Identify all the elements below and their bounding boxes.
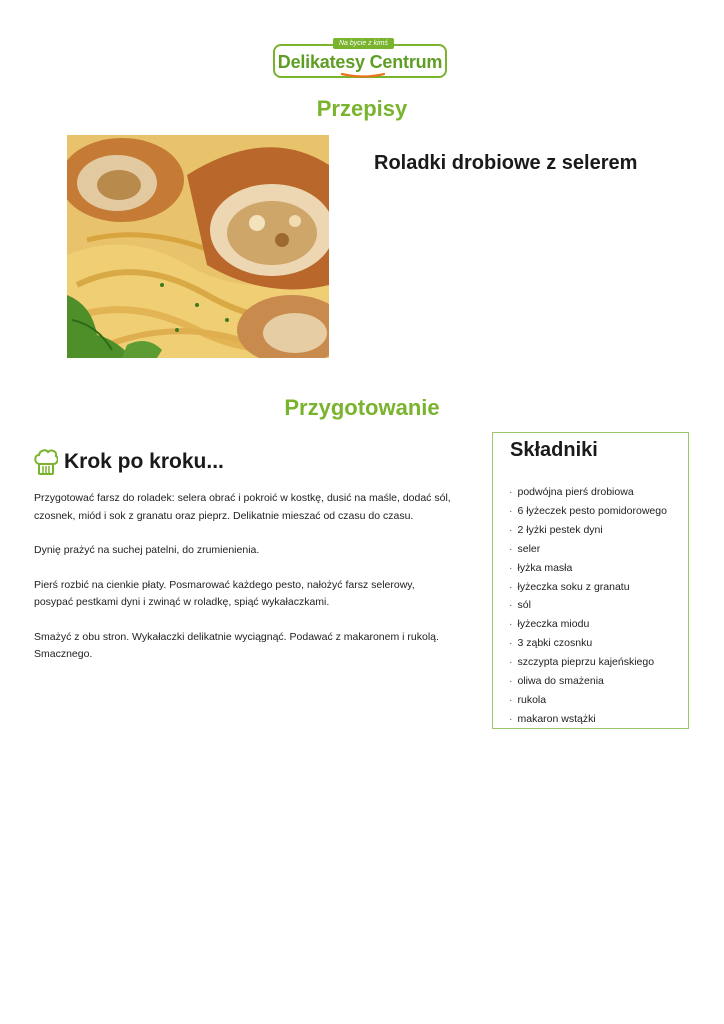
ingredient-item: · rukola	[509, 693, 547, 706]
steps-heading	[34, 447, 224, 477]
step-paragraph: Dynię prażyć na suchej patelni, do zrumienienia.	[34, 544, 260, 556]
recipe-photo	[67, 135, 329, 358]
recipe-title: Roladki drobiowe z selerem	[374, 152, 638, 174]
preparation-steps	[34, 490, 454, 681]
ingredient-item: · szczypta pieprzu kajeńskiego	[509, 656, 655, 669]
ingredients-title: Składniki	[510, 439, 598, 461]
ingredient-item: · oliwa do smażenia	[509, 675, 604, 688]
logo-brand-name: Delikatesy Centrum	[277, 52, 443, 72]
ingredient-item: · seler	[509, 542, 541, 555]
logo-swoosh-icon	[341, 72, 385, 78]
ingredient-item: · podwójna pierś drobiowa	[509, 486, 634, 498]
section-title-przygotowanie: Przygotowanie	[284, 395, 440, 420]
logo-tagline: Na bycie z kimś	[333, 38, 394, 49]
ingredient-item: · łyżeczka miodu	[509, 618, 590, 631]
ingredient-item: · makaron wstążki	[509, 712, 596, 725]
ingredients-list	[509, 483, 667, 729]
ingredient-item: · 2 łyżki pestek dyni	[509, 523, 603, 536]
step-paragraph: Przygotować farsz do roladek: selera obrać i pokroić w kostkę, dusić na maśle, dodać sól, czosnek, miód i sok z granatu oraz pieprz. Delikatnie mieszać od czasu do czasu.	[34, 492, 451, 522]
brand-logo[interactable]	[273, 38, 449, 80]
steps-heading-text: Krok po kroku...	[64, 450, 224, 473]
ingredient-item: · 6 łyżeczek pesto pomidorowego	[509, 504, 667, 517]
ingredient-item: · łyżka masła	[509, 561, 573, 574]
ingredient-item: · łyżeczka soku z granatu	[509, 580, 630, 593]
ingredient-item: · 3 ząbki czosnku	[509, 637, 593, 650]
chef-hat-icon	[34, 448, 58, 476]
step-paragraph: Smażyć z obu stron. Wykałaczki delikatnie wyciągnąć. Podawać z makaronem i rukolą. Smacznego.	[34, 630, 439, 660]
section-title-przepisy: Przepisy	[316, 96, 408, 121]
step-paragraph: Pierś rozbić na cienkie płaty. Posmarować każdego pesto, nałożyć farsz selerowy, posypać pestkami dyni i zwinąć w roladkę, spiąć wykałaczkami.	[34, 578, 415, 608]
ingredients-box	[492, 432, 689, 729]
ingredient-item: · sól	[509, 599, 531, 612]
